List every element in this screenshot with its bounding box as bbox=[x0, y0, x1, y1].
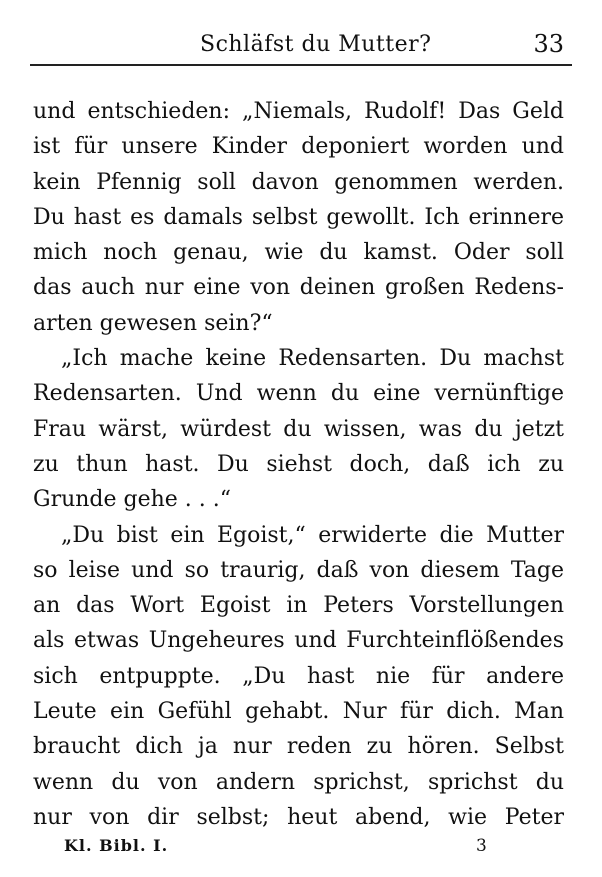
body-text bbox=[33, 94, 564, 835]
text-line: wenn du von andern sprichst, sprichst du bbox=[33, 769, 564, 795]
page-number: 33 bbox=[533, 30, 564, 58]
text-line: Redensarten. Und wenn du eine vernünftige bbox=[33, 381, 564, 407]
text-line: Leute ein Gefühl gehabt. Nur für dich. Man bbox=[33, 699, 564, 725]
text-line: „Ich mache keine Redensarten. Du machst bbox=[61, 346, 564, 372]
running-title: Schläfst du Mutter? bbox=[200, 32, 432, 57]
page-footer bbox=[0, 836, 602, 866]
text-line: an das Wort Egoist in Peters Vorstellungen bbox=[33, 593, 564, 619]
text-line: zu thun hast. Du siehst doch, daß ich zu bbox=[33, 451, 564, 477]
text-line: „Du bist ein Egoist,“ erwiderte die Mutter bbox=[61, 522, 564, 548]
text-line: Du hast es damals selbst gewollt. Ich erinnere bbox=[33, 204, 564, 230]
text-line: mich noch genau, wie du kamst. Oder soll bbox=[33, 240, 564, 266]
header-rule bbox=[30, 64, 572, 66]
running-head bbox=[30, 26, 572, 66]
text-line: nur von dir selbst; heut abend, wie Peter bbox=[33, 804, 564, 830]
text-line: das auch nur eine von deinen großen Redens- bbox=[33, 275, 564, 301]
text-line: arten gewesen sein?“ bbox=[33, 310, 273, 336]
text-line: kein Pfennig soll davon genommen werden. bbox=[33, 169, 564, 195]
text-line: braucht dich ja nur reden zu hören. Selbst bbox=[33, 734, 564, 760]
text-line: Grunde gehe . . .“ bbox=[33, 487, 232, 513]
text-line: ist für unsere Kinder deponiert worden und bbox=[33, 134, 564, 160]
text-line: sich entpuppte. „Du hast nie für andere bbox=[33, 663, 564, 689]
text-line: so leise und so traurig, daß von diesem Tage bbox=[33, 557, 564, 583]
text-line: und entschieden: „Niemals, Rudolf! Das Geld bbox=[33, 99, 564, 124]
signature-number: 3 bbox=[476, 836, 487, 856]
text-line: Frau wärst, würdest du wissen, was du jetzt bbox=[33, 416, 564, 442]
text-line: als etwas Ungeheures und Furchteinflößendes bbox=[33, 628, 564, 654]
printer-signature: Kl. Bibl. I. bbox=[64, 836, 169, 855]
